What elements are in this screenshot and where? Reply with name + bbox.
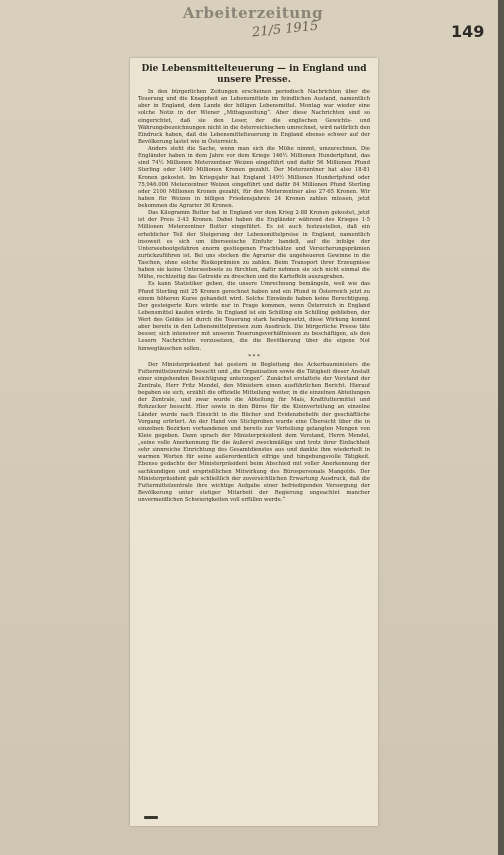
page-edge (498, 0, 504, 855)
end-mark (144, 816, 158, 819)
section-separator: * * * (248, 353, 260, 360)
newspaper-masthead: Arbeiterzeitung (182, 4, 324, 22)
page-number: 149 (451, 22, 485, 41)
article-paragraph: Es kann Statistiker geben, die unsere Umrechnung bemängeln, weil wie das Pfund Sterling mit 25 Kronen gerechnet haben und ein Pfund in Österreich jetzt zu einem höheren Kurse gehandelt wird. Solche Einwände haben keine Berechtigung. Der gesteigerte Kurs würde nur in Frage kommen, wenn Österreich in England Lebensmittel kaufen würde. In England ist ein Schilling ein Schilling geblieben, der Wert des Geldes ist durch die Teuerung stark herabgesetzt, diese Wirkung kommt aber bereits in den Lebensmittelpreisen zum Ausdruck. Die bürgerliche Presse täte besser, sich intensiver mit unseren Teuerungsverhältnissen zu beschäftigen, als den Lesern Nachrichten vorzusetzen, die die Bevölkerung über die eigene Not hinwegtäuschen sollen. (138, 281, 370, 352)
newspaper-clipping (130, 58, 378, 826)
headline-line-1: Die Lebensmittelteuerung — in England und (141, 64, 367, 74)
article-paragraph: Der Ministerpräsident hat gestern in Begleitung des Ackerbauministers die Futtermittelzentrale besucht und „die Organisation sowie die Tätigkeit dieser Anstalt einer eingehenden Besichtigung unterzogen“. Zunächst erstattete der Vorstand der Zentrale, Herr Fritz Mendel, den Ministern einen ausführlichen Bericht. Hierauf begaben sie sich, erzählt die offizielle Mitteilung weiter, in die einzelnen Abteilungen der Zentrale, und zwar wurde die Abteilung für Mais, Kraftfuttermittel und Rohzucker besucht. Hier sowie in den Büros für die Kleinverteilung an einzelne Länder wurde nach Einsicht in die Bücher und Evidenzbehelfe der geschäftliche Vorgang erörtert. An der Hand von Stichproben wurde eine Übersicht über die in einzelnen Bezirken vorhandenen und bereits zur Verteilung gelangten Mengen von Kleie gegeben. Dann sprach der Ministerpräsident dem Vorstand, Herrn Mendel, „seine volle Anerkennung für die äußerst zweckmäßige und trotz ihrer Einfachheit sehr sinnreiche Einrichtung des Gesamtdienstes aus und dankte ihm wiederholt in warmen Worten für seine außerordentlich eifrige und hingebungsvolle Tätigkeit. Ebenso gedachte der Ministerpräsident beim Abschied mit voller Anerkennung der sachkundigen und ersprießlichen Mitwirkung des Bürospersonals Mangolds. Der Ministerpräsident gab schließlich der zuversichtlichen Erwartung Ausdruck, daß die Futtermittelzentrale ihre wichtige Aufgabe einer befriedigenden Versorgung der Bevölkerung unter stetiger Mitarbeit der Regierung ungeachtet mancher unvermeidlichen Schwierigkeiten voll erfüllen werde.“ (138, 361, 370, 503)
headline-line-2: unsere Presse. (217, 75, 291, 85)
article-paragraph: Das Kilogramm Butter hat in England vor dem Krieg 2·88 Kronen gekostet, jetzt ist der Preis 3·43 Kronen. Dabei haben die Engländer während des Krieges 1·5 Millionen Meterzentner Butter eingeführt. Es ist auch festzustellen, daß ein erheblicher Teil der Steigerung der Lebensmittelpreise in England, namentlich insoweit es sich um überseeische Einfuhr handelt, auf die infolge der Unterseebootgefahren enorm gestiegenen Frachtsätze und Versicherungsprämien zurückzuführen ist. Bei uns stecken die Agrarier die ungeheueren Gewinne in die Taschen, ohne solche Risikoprämien zu zahlen. Beim Transport ihrer Erzeugnisse haben sie keine Unterseeboote zu fürchten, dafür nehmen sie sich nicht einmal die Mühe, rechtzeitig das Getreide zu dreschen und die Kartoffeln auszugraben. (138, 210, 370, 281)
article-headline (138, 64, 370, 86)
handwritten-date: 21/5 1915 (251, 18, 320, 41)
article-paragraph: Anders steht die Sache, wenn man sich die Mühe nimmt, umzurechnen. Die Engländer haben in dem Jahre vor dem Kriege 146½ Millionen Hundertpfund, das sind 74½ Millionen Meterzentner Weizen eingeführt und dafür 56 Millionen Pfund Sterling oder 1400 Millionen Kronen gezahlt. Der Meterzentner hat also 18·81 Kronen gekostet. Im Kriegsjahr hat England 149½ Millionen Hundertpfund oder 75,946.000 Meterzentner Weizen eingeführt und dafür 84 Millionen Pfund Sterling oder 2100 Millionen Kronen gezahlt, für den Meterzentner also 27·65 Kronen. Wir haben für Weizen in billigen Friedensjahren 24 Kronen zahlen müssen, jetzt bekommen die Agrarier 36 Kronen. (138, 146, 370, 209)
article-paragraph: In den bürgerlichen Zeitungen erscheinen periodisch Nachrichten über die Teuerung und die Knappheit an Lebensmitteln im feindlichen Ausland, namentlich aber in England, dem Lande der billigen Lebensmittel. Montag war wieder eine solche Notiz in der Wiener „Mittagszeitung“. Aber diese Nachrichten sind so eingerichtet, daß sie den Leser, der die englischen Gewichts- und Währungsbezeichnungen nicht in die österreichischen umrechnet, wird natürlich den Eindruck haben, daß die Lebensmittelteuerung in England ebenso schwer auf der Bevölkerung lastet wie in Österreich. (138, 89, 370, 145)
